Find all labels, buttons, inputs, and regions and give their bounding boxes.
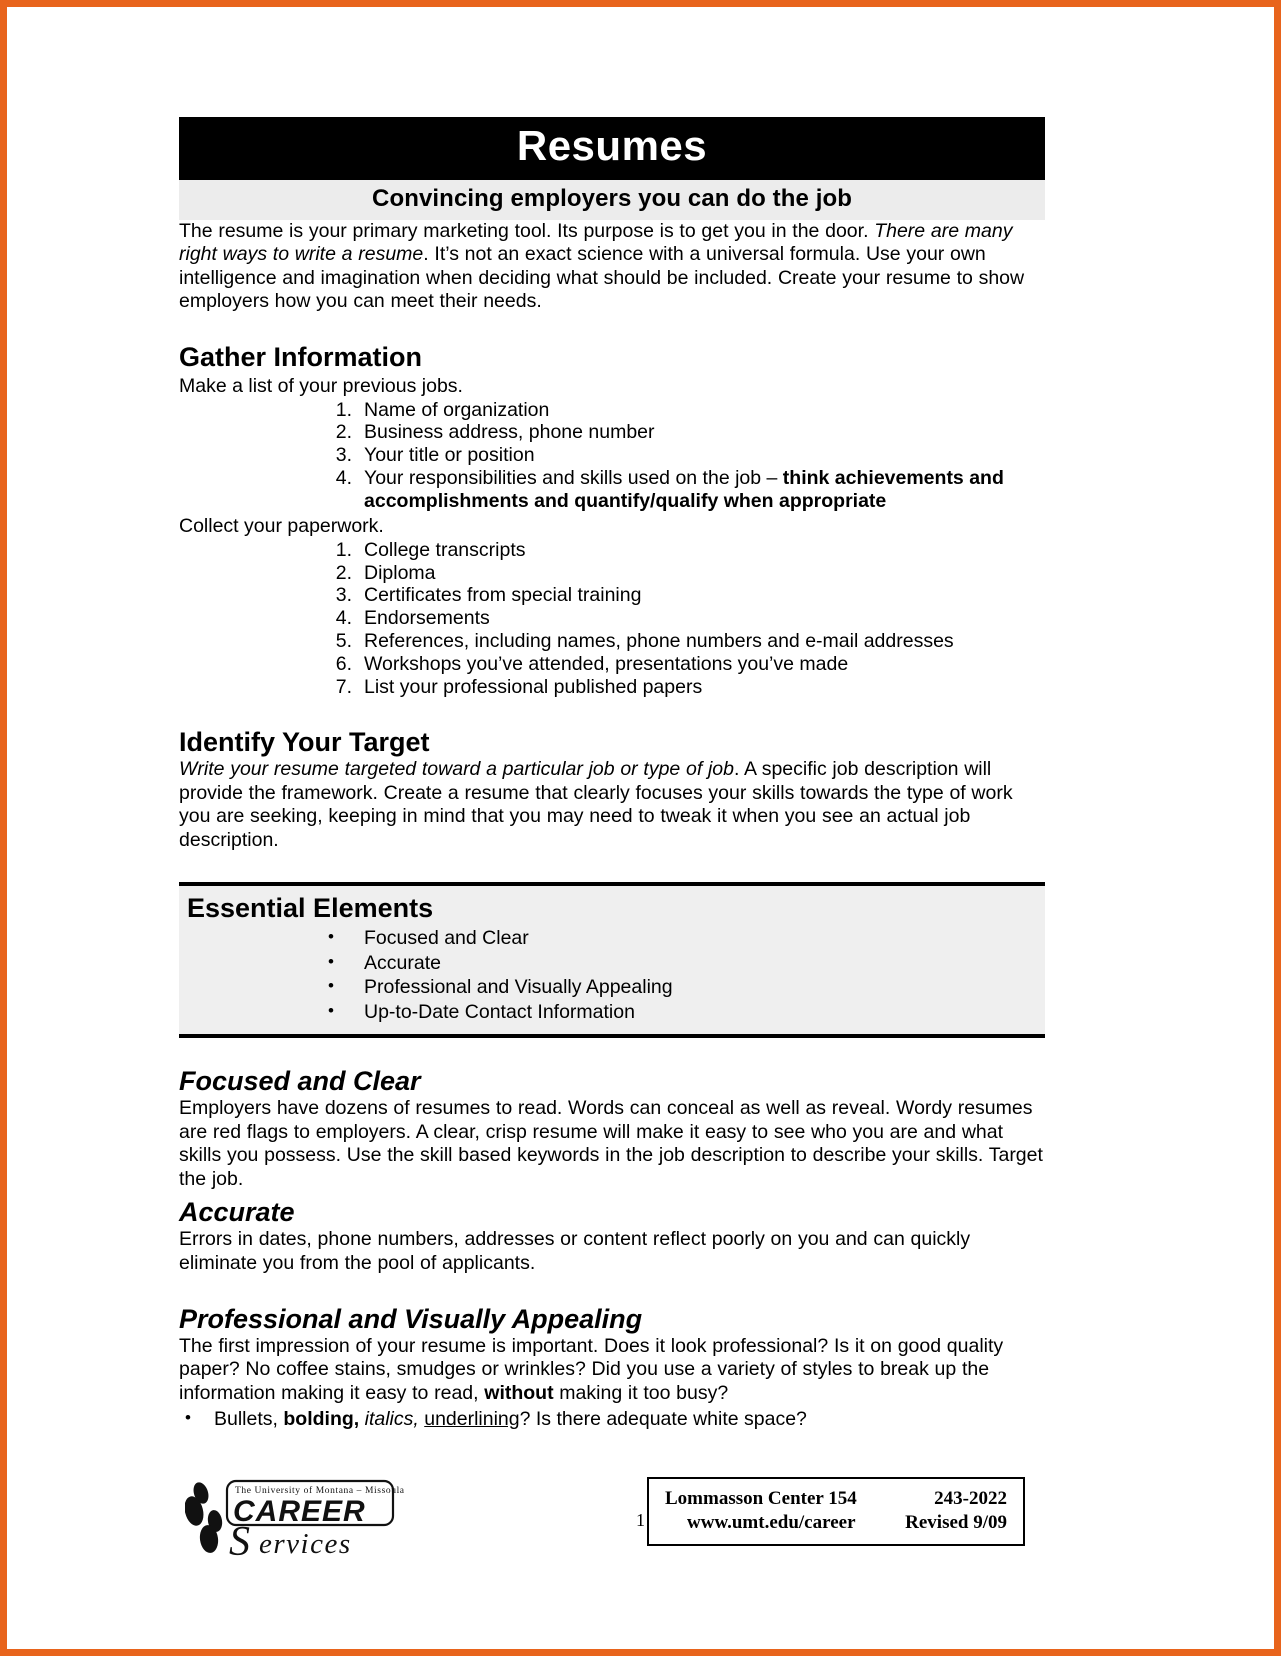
list-item bbox=[179, 562, 1045, 585]
professional-paragraph bbox=[179, 1335, 1045, 1406]
list-text: Workshops you’ve attended, presentations you’ve made bbox=[364, 653, 849, 676]
heading-gather-information: Gather Information bbox=[179, 341, 423, 372]
list-item bbox=[179, 975, 1045, 999]
list-item bbox=[179, 1000, 1045, 1024]
list-number: 5. bbox=[335, 630, 352, 653]
intro-part1: The resume is your primary marketing tool. Its purpose is to get you in the door. bbox=[179, 219, 875, 242]
intro-part2: . It’s not an exact science with a universal formula. Use your own intelligence and imagination when deciding what should be included. Create your resume to show employers how you can meet their needs. bbox=[179, 243, 1025, 313]
bullet-icon: • bbox=[328, 951, 334, 971]
professional-bold-without: without bbox=[484, 1381, 554, 1404]
page-number: 1 bbox=[636, 1510, 645, 1530]
accurate-paragraph: Errors in dates, phone numbers, addresses or content reflect poorly on you and can quickly eliminate you from the pool of applicants. bbox=[179, 1228, 971, 1275]
svg-text:S: S bbox=[229, 1518, 250, 1559]
heading-accurate: Accurate bbox=[179, 1197, 295, 1228]
paperwork-numbered-list bbox=[179, 539, 1045, 699]
heading-professional-and-visually-appealing: Professional and Visually Appealing bbox=[179, 1303, 643, 1334]
list-text: Endorsements bbox=[364, 607, 490, 630]
heading-focused-and-clear: Focused and Clear bbox=[179, 1065, 421, 1096]
list-text: Certificates from special training bbox=[364, 584, 642, 607]
list-number: 7. bbox=[335, 676, 352, 699]
list-text: Your title or position bbox=[364, 444, 535, 467]
list-item bbox=[179, 676, 1045, 699]
jobs-numbered-list bbox=[179, 399, 1045, 514]
list-item bbox=[179, 951, 1045, 975]
list-number: 2. bbox=[335, 421, 352, 444]
gather-lead-jobs: Make a list of your previous jobs. bbox=[179, 374, 463, 397]
list-item bbox=[179, 653, 1045, 676]
list-text-plain: Your responsibilities and skills used on the job – bbox=[364, 467, 783, 490]
contact-revised-date: Revised 9/09 bbox=[905, 1511, 1007, 1533]
list-number: 4. bbox=[335, 607, 352, 630]
list-text bbox=[364, 467, 1045, 513]
svg-text:The University of Montana – Mi: The University of Montana – Missoula bbox=[235, 1485, 405, 1496]
gather-lead-paperwork: Collect your paperwork. bbox=[179, 515, 384, 538]
list-item bbox=[179, 630, 1045, 653]
list-item bbox=[179, 421, 1045, 444]
svg-text:CAREER: CAREER bbox=[233, 1494, 366, 1528]
essential-elements-list bbox=[179, 926, 1045, 1024]
document-title-banner: Resumes bbox=[179, 117, 1045, 180]
document-subtitle-bar: Convincing employers you can do the job bbox=[179, 180, 1045, 220]
heading-identify-your-target: Identify Your Target bbox=[179, 726, 430, 757]
bullet-italic-word: italics, bbox=[364, 1408, 419, 1431]
svg-text:ervices: ervices bbox=[259, 1527, 352, 1559]
list-text-bold: think achievements and accomplishments and quantify/qualify when appropriate bbox=[364, 467, 1004, 513]
contact-website[interactable]: www.umt.edu/career bbox=[687, 1511, 856, 1533]
heading-essential-elements: Essential Elements bbox=[187, 893, 434, 924]
document-page bbox=[7, 7, 1274, 1649]
identify-target-italic-lead: Write your resume targeted toward a particular job or type of job bbox=[179, 758, 734, 781]
list-item bbox=[179, 399, 1045, 422]
bullet-prefix: Bullets, bbox=[214, 1408, 284, 1431]
intro-italic: There are many right ways to write a resume bbox=[179, 219, 1013, 266]
bullet-icon: • bbox=[328, 976, 334, 996]
list-number: 6. bbox=[335, 653, 352, 676]
list-number: 3. bbox=[335, 584, 352, 607]
list-text: Business address, phone number bbox=[364, 421, 655, 444]
contact-phone: 243-2022 bbox=[934, 1487, 1007, 1509]
list-text: Diploma bbox=[364, 561, 436, 584]
list-item bbox=[179, 584, 1045, 607]
identify-target-body: . A specific job description will provide the framework. Create a resume that clearly focuses your skills towards the type of work you are seeking, keeping in mind that you may need to tweak it when you see an actual job description. bbox=[179, 758, 1013, 851]
list-item bbox=[179, 444, 1045, 467]
identify-target-paragraph bbox=[179, 758, 1045, 852]
list-text: Accurate bbox=[364, 951, 441, 974]
list-text: Name of organization bbox=[364, 398, 550, 421]
list-item bbox=[179, 1407, 1045, 1432]
list-number: 1. bbox=[335, 398, 352, 421]
essential-elements-box bbox=[179, 882, 1045, 1038]
bullet-suffix: ? Is there adequate white space? bbox=[519, 1408, 807, 1431]
bullet-bold-word: bolding, bbox=[283, 1408, 360, 1431]
list-text: References, including names, phone numbers and e-mail addresses bbox=[364, 630, 954, 653]
professional-part1: The first impression of your resume is important. Does it look professional? Is it on good quality paper? No coffee stains, smudges or wrinkles? Did you use a variety of styles to break up the information making it easy to read, bbox=[179, 1334, 1004, 1404]
list-item bbox=[179, 607, 1045, 630]
list-number: 3. bbox=[335, 444, 352, 467]
document-content bbox=[179, 7, 1045, 1559]
list-text: Focused and Clear bbox=[364, 927, 529, 950]
list-text: List your professional published papers bbox=[364, 676, 703, 699]
list-item bbox=[179, 539, 1045, 562]
list-number: 1. bbox=[335, 538, 352, 561]
list-text: Up-to-Date Contact Information bbox=[364, 1000, 635, 1023]
list-item bbox=[179, 467, 1045, 513]
list-number: 2. bbox=[335, 561, 352, 584]
professional-bullet-list bbox=[179, 1407, 1045, 1432]
list-number: 4. bbox=[335, 467, 352, 490]
bullet-icon: • bbox=[185, 1408, 191, 1428]
list-text: College transcripts bbox=[364, 538, 526, 561]
contact-address: Lommasson Center 154 bbox=[665, 1487, 857, 1509]
table-row bbox=[665, 1487, 1007, 1511]
professional-part2: making it too busy? bbox=[553, 1381, 729, 1404]
intro-paragraph bbox=[179, 220, 1045, 314]
list-text: Professional and Visually Appealing bbox=[364, 976, 673, 999]
bullet-icon: • bbox=[328, 927, 334, 947]
bullet-underline-word: underlining bbox=[424, 1408, 520, 1431]
list-item bbox=[179, 926, 1045, 950]
bullet-icon: • bbox=[328, 1000, 334, 1020]
focused-and-clear-paragraph: Employers have dozens of resumes to read. Words can conceal as well as reveal. Wordy resumes are red flags to employers. A clear, crisp resume will make it easy to see who you are and what skills you possess. Use the skill based keywords in the job description to describe your skills. Target the job. bbox=[179, 1097, 1043, 1190]
